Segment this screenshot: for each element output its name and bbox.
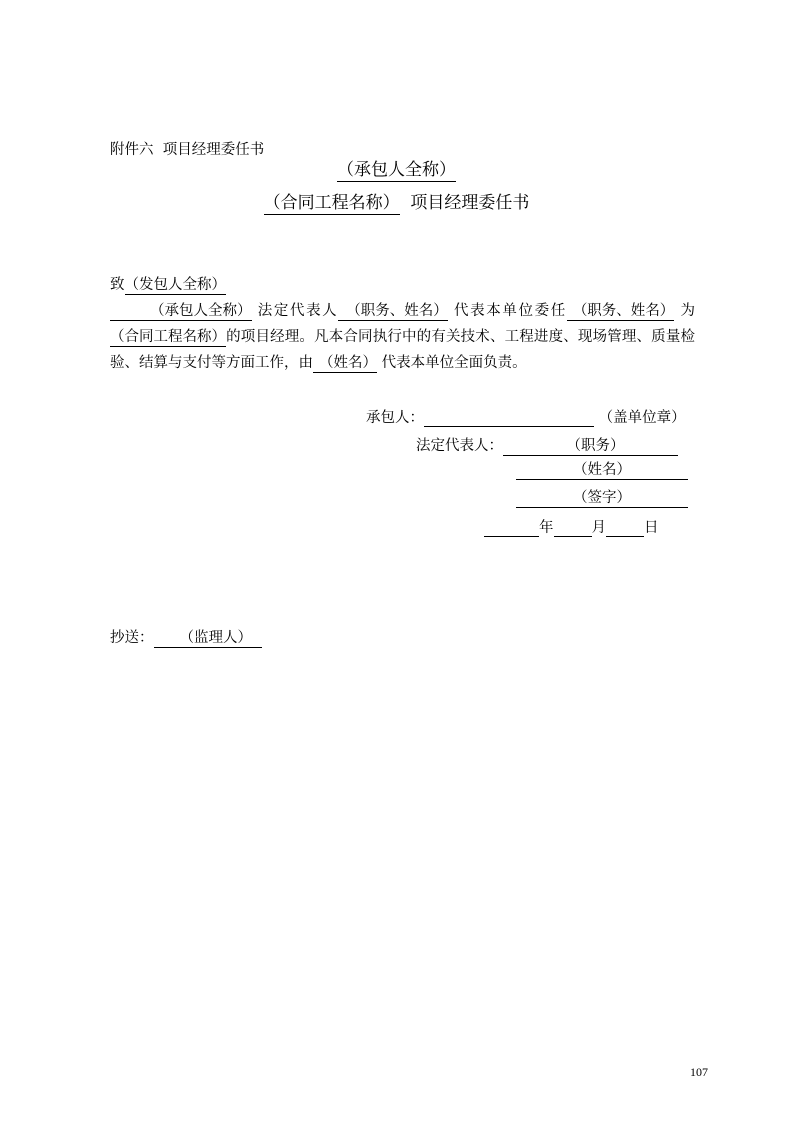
body-paragraph [110,298,695,376]
day-label: 日 [644,520,659,536]
body-text-5: 代表本单位全面负责。 [381,355,527,371]
month-label: 月 [591,520,606,536]
year-blank [484,522,539,537]
year-label: 年 [539,520,554,536]
body-contractor: （承包人全称） [110,303,252,321]
document-title-line2 [0,188,793,215]
body-legal-rep: （职务、姓名） [338,303,448,321]
addressee-employer: （发包人全称） [124,277,226,293]
signature-sign-row [516,490,688,508]
day-blank [606,522,644,537]
page-number: 107 [690,1065,708,1079]
signature-contractor-row [366,406,686,427]
legal-rep-position: （职务） [503,438,678,456]
body-text-1: 法定代表人 [257,303,339,319]
body-appointee-a: （职务、姓 [567,303,646,321]
seal-note: （盖单位章） [598,410,686,426]
body-project: （合同工程名称） [110,329,226,345]
cc-line [110,625,262,651]
legal-rep-name: （姓名） [516,462,688,480]
legal-rep-signature: （签字） [516,490,688,508]
body-name: （姓名） [313,355,377,373]
annex-heading [110,138,264,159]
title-suffix: 项目经理委任书 [410,193,530,213]
annex-label: 附件六 [110,142,154,158]
body-appointee-b: 名） [645,303,675,319]
addressee-prefix: 致 [110,277,125,293]
signature-legal-rep-row [416,434,678,456]
signature-date-row [484,516,659,537]
contractor-blank [424,412,594,427]
body-text-4: 的项目经理。凡本合同执行中的有关技术、工程进度、现场管理、质量检验、结算与支付等方面工作，由 [110,329,695,371]
body-text-3: 为 [680,303,696,319]
legal-rep-label: 法定代表人： [416,438,503,454]
cc-recipient: （监理人） [154,630,263,648]
title-project-name: （合同工程名称） [263,193,400,213]
document-title-line1 [0,160,793,182]
contractor-label: 承包人： [366,410,424,426]
signature-name-row [516,462,688,480]
cc-label: 抄送： [110,630,154,646]
month-blank [554,522,592,537]
title-contractor-name: （承包人全称） [337,160,456,180]
addressee-line [110,272,226,298]
annex-title: 项目经理委任书 [162,142,265,158]
body-text-2: 代表本单位委任 [454,303,567,319]
